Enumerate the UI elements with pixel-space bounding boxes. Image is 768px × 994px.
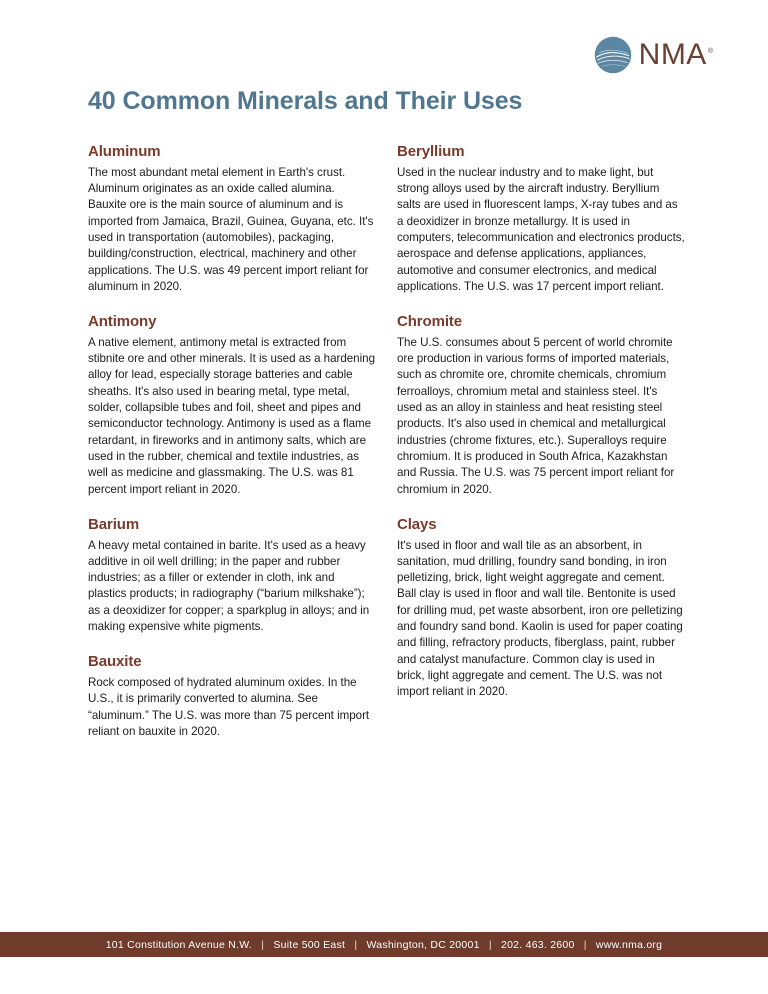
mineral-body-aluminum: The most abundant metal element in Earth's crust. Aluminum originates as an oxide called alumina. Bauxite ore is the main source of aluminum and is imported from Jamaica, Brazil, Guinea, Guyana, etc. It's used in transportation (automobiles), packaging, building/construction, electrical, machinery and other applications. The U.S. was 49 percent import reliant for aluminum in 2020. <box>88 165 374 293</box>
page-title: 40 Common Minerals and Their Uses <box>88 87 523 115</box>
mineral-body-chromite: The U.S. consumes about 5 percent of world chromite ore production in various forms of imported materials, such as chromite ore, chromite chemicals, chromium ferroalloys, chromium metal and stainless steel. It's used as an alloy in stainless and heat resisting steel products. It's also used in chemical and metallurgical industries (chrome fixtures, etc.). Superalloys require chromium. It is produced in South Africa, Kazakhstan and Russia. The U.S. was 75 percent import reliant for chromium in 2020. <box>397 335 675 496</box>
nma-logo <box>594 36 713 74</box>
mineral-title-beryllium: Beryllium <box>397 143 465 160</box>
mineral-body-clays: It's used in floor and wall tile as an absorbent, in sanitation, mud drilling, foundry sand bonding, in iron pelletizing, brick, light weight aggregate and cement. Ball clay is used in floor and wall tile. Bentonite is used for drilling mud, pet waste absorbent, iron ore pelletizing and foundry sand bond. Kaolin is used for paper coating and filling, refractory products, fiberglass, paint, rubber and catalyst manufacture. Common clay is used in brick, light aggregate and cement. The U.S. was not import reliant in 2020. <box>397 538 683 699</box>
mineral-body-bauxite: Rock composed of hydrated aluminum oxides. In the U.S., it is primarily converted to alumina. See “aluminum.” The U.S. was more than 75 percent import reliant on bauxite in 2020. <box>88 676 370 739</box>
mineral-entry-chromite <box>397 313 685 498</box>
footer-contact-line <box>106 939 663 951</box>
footer-website-link[interactable]: www.nma.org <box>595 938 663 951</box>
mineral-title-antimony: Antimony <box>88 313 157 331</box>
mineral-body-antimony: A native element, antimony metal is extracted from stibnite ore and other minerals. It is used as a hardening alloy for lead, especially storage batteries and cable sheaths. It's also used in bearing metal, type metal, solder, collapsible tubes and foil, sheet and pipes and semiconductor technology. Antimony is used as a flame retardant, in fireworks and in antimony salts, which are used in the rubber, chemical and textile industries, as well as medicine and glassmaking. The U.S. was 81 percent import reliant in 2020. <box>88 335 375 496</box>
mineral-entry-clays <box>397 516 685 701</box>
left-column <box>88 143 376 740</box>
mineral-body-barium: A heavy metal contained in barite. It's used as a heavy additive in oil well drilling; in the paper and rubber industries; as a filler or extender in cloth, ink and plastics products; in radiography (“barium milkshake”); as a deoxidizer for copper; a sparkplug in alloys; and in making expensive white pigments. <box>88 538 370 634</box>
mineral-entry-antimony <box>88 313 376 498</box>
nma-wordmark <box>639 40 713 70</box>
content-columns <box>88 143 685 740</box>
mineral-title-barium: Barium <box>88 515 140 533</box>
mineral-title-clays: Clays <box>397 515 437 533</box>
registered-trademark-icon: ® <box>707 48 713 55</box>
footer-separator-3: | <box>488 938 492 951</box>
mineral-entry-aluminum <box>88 143 376 295</box>
footer-city-state-zip: Washington, DC 20001 <box>366 938 480 951</box>
mineral-entry-bauxite <box>88 653 376 740</box>
nma-circle-logo-icon <box>594 36 632 74</box>
footer-address: 101 Constitution Avenue N.W. <box>105 938 253 951</box>
footer-phone: 202. 463. 2600 <box>501 938 575 951</box>
footer-separator-1: | <box>261 938 265 951</box>
right-column <box>397 143 685 701</box>
mineral-title-aluminum: Aluminum <box>88 143 161 160</box>
mineral-entry-barium <box>88 516 376 636</box>
nma-wordmark-text: NMA <box>638 38 707 71</box>
mineral-title-bauxite: Bauxite <box>88 653 142 671</box>
mineral-body-beryllium: Used in the nuclear industry and to make light, but strong alloys used by the aircraft industry. Beryllium salts are used in fluorescent lamps, X-ray tubes and as a deoxidizer in bronze metallurgy. It is used in computers, telecommunication and electronics products, aerospace and defense applications, appliances, automotive and consumer electronics, and medical applications. The U.S. was 17 percent import reliant. <box>397 165 685 293</box>
footer-suite: Suite 500 East <box>273 938 346 951</box>
mineral-title-chromite: Chromite <box>397 313 463 331</box>
footer-separator-4: | <box>583 938 587 951</box>
footer-separator-2: | <box>354 938 358 951</box>
footer-bar <box>0 932 768 957</box>
mineral-entry-beryllium <box>397 143 685 295</box>
